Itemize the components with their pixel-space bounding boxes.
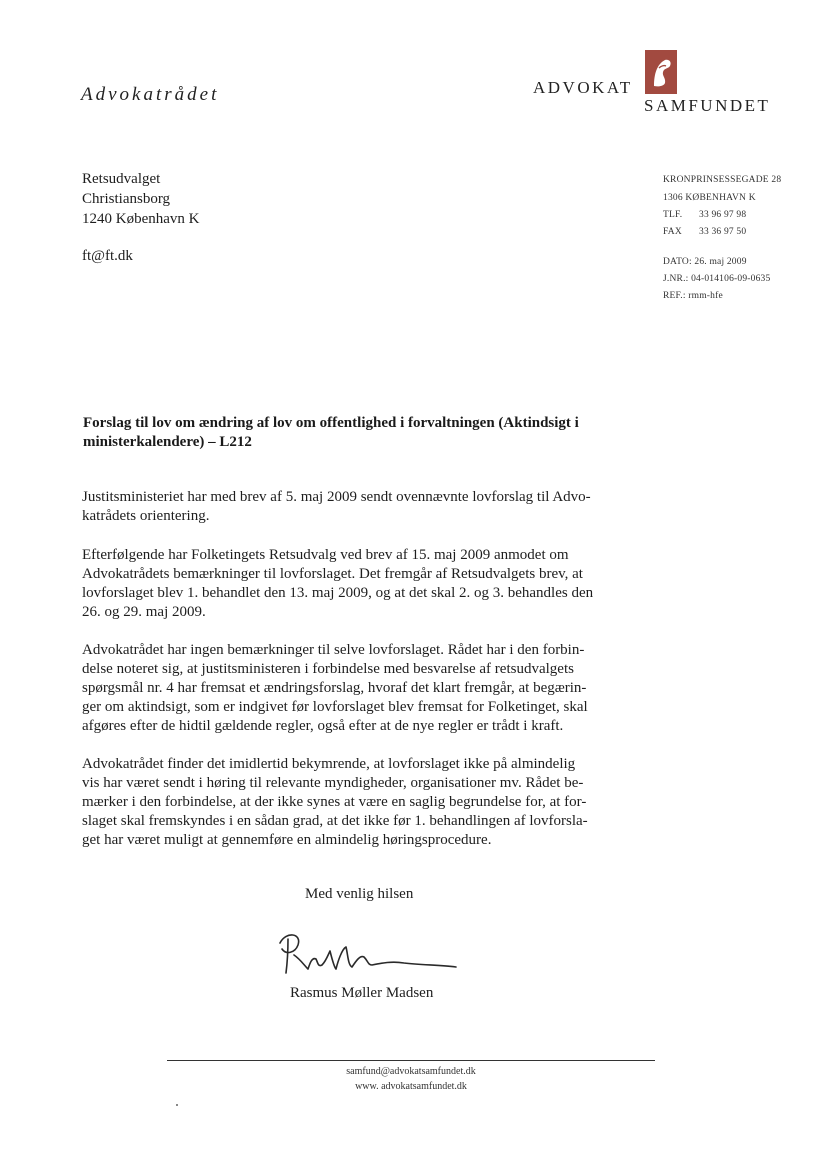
recipient-address	[82, 169, 199, 229]
text-line: Efterfølgende har Folketingets Retsudvalg ved brev af 15. maj 2009 anmodet om	[82, 547, 569, 563]
text-line: mærker i den forbindelse, at der ikke synes at være en saglig begrundelse for, at for-	[82, 794, 587, 810]
paragraph-4	[82, 755, 658, 850]
advokatraadet-logo-text: Advokatrådet	[81, 84, 220, 105]
text-line: slaget skal fremskyndes i en sådan grad, at det ikke før 1. behandlingen af lovforsla-	[82, 813, 588, 829]
phone-label: TLF.	[663, 210, 683, 220]
sender-city: 1306 KØBENHAVN K	[663, 193, 756, 203]
text-line: Justitsministeriet har med brev af 5. maj 2009 sendt ovennævnte lovforslag til Advo-	[82, 489, 591, 505]
letter-subject	[83, 414, 683, 452]
sender-street: KRONPRINSESSEGADE 28	[663, 175, 782, 185]
sender-fax	[663, 227, 746, 237]
fax-value: 33 36 97 50	[699, 227, 747, 237]
fax-label: FAX	[663, 227, 682, 237]
subject-line: Forslag til lov om ændring af lov om offentlighed i forvaltningen (Aktindsigt i	[83, 415, 579, 431]
signer-name: Rasmus Møller Madsen	[290, 985, 434, 1001]
subject-line: ministerkalendere) – L212	[83, 434, 252, 450]
journal-number	[663, 274, 770, 284]
recipient-line: Retsudvalget	[82, 171, 161, 187]
closing-greeting: Med venlig hilsen	[305, 886, 414, 902]
ref-value: rmm-hfe	[688, 291, 723, 301]
advokatsamfundet-logo-icon	[645, 50, 677, 94]
jnr-value: 04-014106-09-0635	[691, 274, 771, 284]
text-line: spørgsmål nr. 4 har fremsat et ændringsforslag, hvoraf det klart fremgår, at begærin-	[82, 680, 587, 696]
date-label: DATO:	[663, 257, 692, 267]
advokat-logo-text: ADVOKAT	[533, 78, 633, 97]
text-line: 26. og 29. maj 2009.	[82, 604, 206, 620]
jnr-label: J.NR.:	[663, 274, 689, 284]
footer-website[interactable]: www. advokatsamfundet.dk	[355, 1081, 467, 1092]
samfundet-logo-text: SAMFUNDET	[644, 96, 771, 115]
text-line: Advokatrådets bemærkninger til lovforslaget. Det fremgår af Retsudvalgets brev, at	[82, 566, 583, 582]
text-line: get har været muligt at gennemføre en almindelig høringsprocedure.	[82, 832, 492, 848]
text-line: afgøres efter de hidtil gældende regler, også efter at de nye regler er trådt i kraft.	[82, 718, 564, 734]
text-line: delse noteret sig, at justitsministeren i forbindelse med besvarelse af retsudvalgets	[82, 661, 574, 677]
text-line: Advokatrådet finder det imidlertid bekymrende, at lovforslaget ikke på almindelig	[82, 756, 576, 772]
handwritten-signature	[272, 925, 462, 981]
text-line: ger om aktindsigt, som er indgivet før lovforslaget blev fremsat for Folketinget, skal	[82, 699, 588, 715]
text-line: lovforslaget blev 1. behandlet den 13. maj 2009, og at det skal 2. og 3. behandles den	[82, 585, 594, 601]
recipient-line: Christiansborg	[82, 191, 171, 207]
phone-value: 33 96 97 98	[699, 210, 747, 220]
recipient-email: ft@ft.dk	[82, 248, 133, 264]
paragraph-1	[82, 488, 658, 526]
text-line: vis har været sendt i høring til relevante myndigheder, organisationer mv. Rådet be-	[82, 775, 584, 791]
paragraph-2	[82, 546, 658, 622]
date-value: 26. maj 2009	[694, 257, 747, 267]
paragraph-3	[82, 641, 658, 736]
reference	[663, 291, 723, 301]
scan-speck	[176, 1104, 178, 1106]
footer-divider	[167, 1060, 655, 1061]
footer-email[interactable]: samfund@advokatsamfundet.dk	[346, 1066, 476, 1077]
text-line: katrådets orientering.	[82, 508, 210, 524]
sender-phone	[663, 210, 746, 220]
ref-label: REF.:	[663, 291, 686, 301]
letter-date	[663, 257, 747, 267]
text-line: Advokatrådet har ingen bemærkninger til selve lovforslaget. Rådet har i den forbin-	[82, 642, 585, 658]
recipient-line: 1240 København K	[82, 211, 200, 227]
